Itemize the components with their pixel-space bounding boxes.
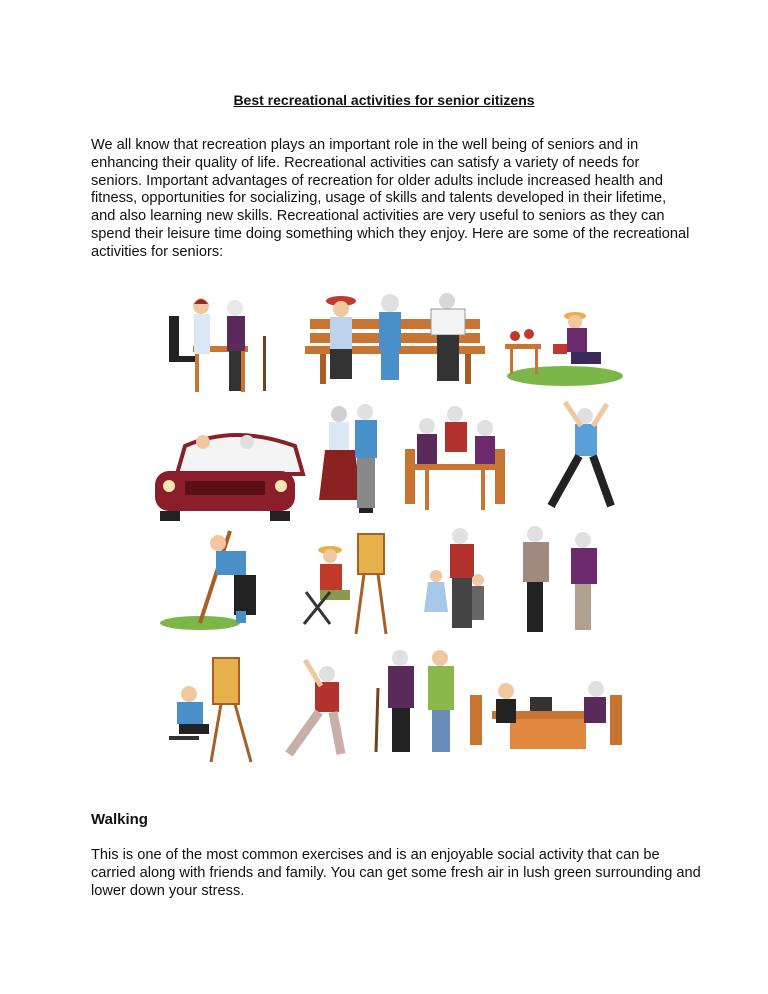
grandparent-children-scene [424, 528, 484, 628]
seated-painter-scene [169, 658, 251, 762]
walking-couple-scene [523, 526, 597, 632]
section-heading-walking: Walking [91, 811, 148, 828]
bench-seniors-scene [305, 293, 485, 384]
dancing-couple-scene [319, 404, 377, 513]
tea-party-scene [405, 406, 505, 510]
office-desk-scene [470, 681, 622, 749]
stretching-scene [551, 402, 611, 506]
raking-lawn-scene [160, 531, 256, 630]
seniors-activities-illustration [150, 286, 630, 766]
intro-paragraph: We all know that recreation plays an important role in the well being of seniors and in enhancing their quality of life. Recreational activities can satisfy a variety of needs for seniors. Important advantages of recreation for older adults include increased health and fitness, opportunities for socializing, usage of skills and talents developed in their lifetime, and also learning new skills. Recreational activities are very useful to seniors as they can spend their leisure time doing something which they enjoy. Here are some of the recreational activities for seniors: [91, 137, 690, 260]
activities-illustration-svg [150, 286, 630, 766]
page-title: Best recreational activities for senior citizens [233, 92, 535, 108]
section-body-walking: This is one of the most common exercises and is an enjoyable social activity that can be carried along with friends and family. You can get some fresh air in lush green surrounding and lower down your stress. [91, 847, 701, 899]
painting-easel-scene [304, 534, 386, 634]
exercising-woman-scene [289, 660, 341, 754]
strolling-couple-scene [376, 650, 454, 752]
gardening-scene [505, 312, 623, 386]
car-ride-scene [155, 435, 303, 521]
doctor-visit-scene [169, 298, 266, 392]
